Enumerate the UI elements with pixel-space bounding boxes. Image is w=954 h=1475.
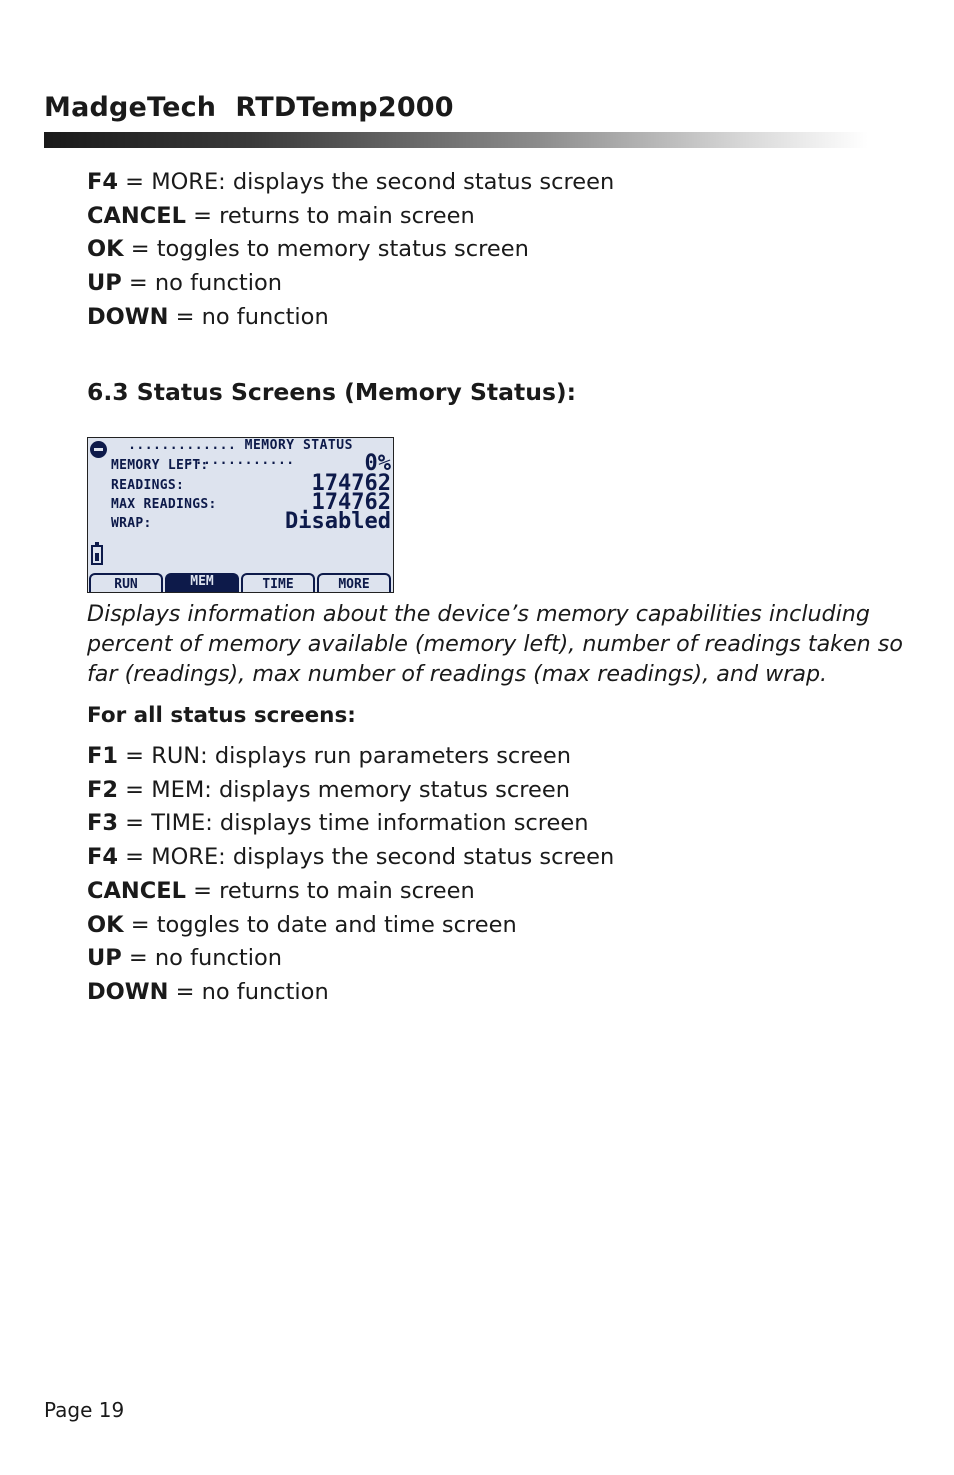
key-name: F4 xyxy=(87,169,119,195)
key-description: = returns to main screen xyxy=(185,877,475,904)
key-description: = MEM: displays memory status screen xyxy=(118,776,570,803)
lcd-tab-more: MORE xyxy=(317,573,391,592)
key-name: DOWN xyxy=(87,303,169,330)
key-name: UP xyxy=(87,945,122,972)
key-name: F4 xyxy=(87,844,119,871)
list-item xyxy=(87,267,614,301)
lcd-label: MAX READINGS: xyxy=(111,497,217,512)
document-title: MadgeTech RTDTemp2000 xyxy=(44,92,454,123)
battery-icon xyxy=(91,545,103,565)
list-item xyxy=(87,233,614,267)
key-name: DOWN xyxy=(87,978,169,1005)
list-item xyxy=(87,200,614,234)
lcd-tab-time: TIME xyxy=(241,573,315,592)
lcd-tab-mem: MEM xyxy=(165,573,239,592)
key-description: = MORE: displays the second status screen xyxy=(118,169,615,195)
key-description: = toggles to date and time screen xyxy=(123,911,517,938)
lcd-value: Disabled xyxy=(285,509,391,534)
lcd-value: 174762 xyxy=(311,490,391,515)
lcd-label: MEMORY LEFT: xyxy=(111,458,209,473)
key-description: = no function xyxy=(121,270,283,297)
list-item xyxy=(87,166,614,200)
list-item xyxy=(87,942,614,976)
key-description: = returns to main screen xyxy=(185,202,475,229)
list-item xyxy=(87,976,614,1010)
key-name: F2 xyxy=(87,776,119,803)
key-description: = no function xyxy=(168,978,329,1005)
key-description: = no function xyxy=(121,945,283,972)
key-name: F1 xyxy=(87,743,119,769)
lcd-row-wrap xyxy=(111,509,391,534)
lcd-label: READINGS: xyxy=(111,478,185,493)
lcd-label: WRAP: xyxy=(111,516,152,531)
top-key-list xyxy=(87,166,614,335)
page-number: Page 19 xyxy=(44,1398,125,1422)
lcd-header-title: MEMORY STATUS xyxy=(244,438,353,453)
title-gradient-rule xyxy=(44,132,868,148)
lcd-value: 0% xyxy=(364,451,391,476)
key-description: = toggles to memory status screen xyxy=(123,236,529,263)
key-description: = RUN: displays run parameters screen xyxy=(118,743,571,769)
lcd-tab-run: RUN xyxy=(89,573,163,592)
subsection-heading: For all status screens: xyxy=(87,703,356,728)
key-description: = TIME: displays time information screen xyxy=(118,810,589,837)
list-item xyxy=(87,301,614,335)
key-name: F3 xyxy=(87,810,119,837)
list-item xyxy=(87,774,614,808)
lcd-header-dots-left: ............. xyxy=(128,438,237,453)
list-item xyxy=(87,875,614,909)
lcd-value: 174762 xyxy=(311,471,391,496)
key-name: OK xyxy=(87,236,124,263)
key-description: = no function xyxy=(168,303,329,330)
lcd-header-dots-right: ............. xyxy=(186,453,295,468)
all-screens-key-list xyxy=(87,740,614,1010)
key-name: OK xyxy=(87,911,124,938)
figure-caption: Displays information about the device’s memory capabilities including percent of memory available (memory left), number of readings taken so far (readings), max number of readings (max readings), and wrap. xyxy=(87,601,903,687)
list-item xyxy=(87,841,614,875)
list-item xyxy=(87,740,614,774)
memory-status-lcd-screenshot xyxy=(87,437,394,593)
key-description: = MORE: displays the second status screen xyxy=(118,844,615,871)
section-heading: 6.3 Status Screens (Memory Status): xyxy=(87,378,577,406)
list-item xyxy=(87,909,614,943)
list-item xyxy=(87,807,614,841)
lcd-function-tabs xyxy=(88,573,393,592)
key-name: CANCEL xyxy=(87,877,186,904)
key-name: CANCEL xyxy=(87,202,186,229)
key-name: UP xyxy=(87,270,122,297)
